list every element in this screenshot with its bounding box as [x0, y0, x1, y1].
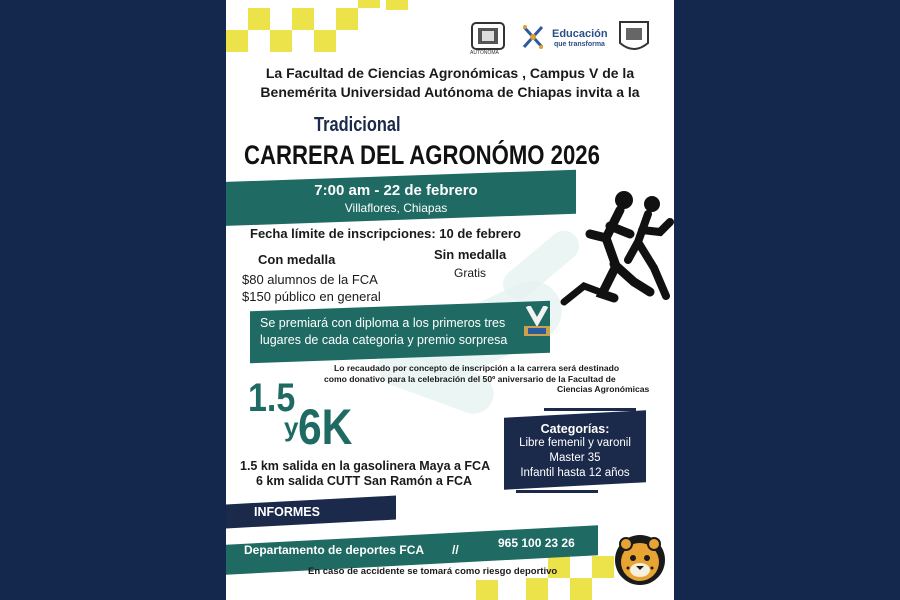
education-logo-subtitle: que transforma: [554, 41, 605, 48]
medal-icon: [522, 306, 552, 344]
info-label: INFORMES: [254, 505, 320, 519]
distance-joiner: y: [284, 412, 299, 442]
with-medal-label: Con medalla: [258, 252, 336, 267]
intro-line-2: Benemérita Universidad Autónoma de Chiapas invita a la: [260, 84, 640, 100]
event-time-date: 7:00 am - 22 de febrero: [314, 182, 478, 199]
jaguar-mascot-icon: [614, 532, 666, 588]
footer-note: En caso de accidente se tomará como riesgo deportivo: [308, 566, 558, 577]
contact-department: Departamento de deportes FCA: [244, 543, 425, 557]
price-public: $150 público en general: [242, 289, 381, 304]
donation-note-line-2: como donativo para la celebración del 50º aniversario de la Facultad de: [324, 374, 616, 384]
prize-banner: [250, 301, 550, 363]
prize-line-1: Se premiará con diploma a los primeros tres: [260, 316, 506, 330]
no-medal-label: Sin medalla: [434, 247, 507, 262]
education-logo-title: Educación: [552, 28, 608, 40]
runners-silhouette-icon: [554, 186, 674, 316]
donation-note-line-1: Lo recaudado por concepto de inscripción a la carrera será destinado: [334, 363, 620, 373]
page-title: CARRERA DEL AGRONÓMO 2026: [244, 140, 600, 170]
title-pre: Tradicional: [314, 114, 401, 136]
no-medal-price: Gratis: [454, 266, 487, 280]
distance-small: 1.5: [248, 376, 296, 420]
prize-line-2: lugares de cada categoria y premio sorpresa: [260, 333, 508, 347]
intro-line-1: La Facultad de Ciencias Agronómicas , Campus V de la: [265, 65, 635, 81]
event-poster: [226, 0, 674, 600]
categories-title: Categorías:: [540, 422, 610, 436]
category-item: Libre femenil y varonil: [519, 437, 631, 449]
route-2: 6 km salida CUTT San Ramón a FCA: [256, 474, 473, 488]
event-place: Villaflores, Chiapas: [344, 201, 448, 215]
price-students: $80 alumnos de la FCA: [242, 272, 378, 287]
category-item: Master 35: [549, 452, 601, 464]
education-logo-icon: [519, 22, 547, 52]
distance-big: 6K: [298, 399, 353, 455]
university-seal-text: AUTÓNOMA: [470, 50, 499, 56]
donation-note-line-3: Ciencias Agronómicas: [557, 384, 650, 394]
contact-phone: 965 100 23 26: [498, 536, 575, 550]
route-1: 1.5 km salida en la gasolinera Maya a FCA: [240, 459, 491, 473]
contact-separator: //: [452, 543, 459, 557]
registration-deadline: Fecha límite de inscripciones: 10 de febrero: [250, 226, 521, 241]
category-item: Infantil hasta 12 años: [520, 467, 630, 479]
faculty-seal-icon: [616, 18, 652, 58]
categories-stripe-bottom: [516, 490, 598, 493]
